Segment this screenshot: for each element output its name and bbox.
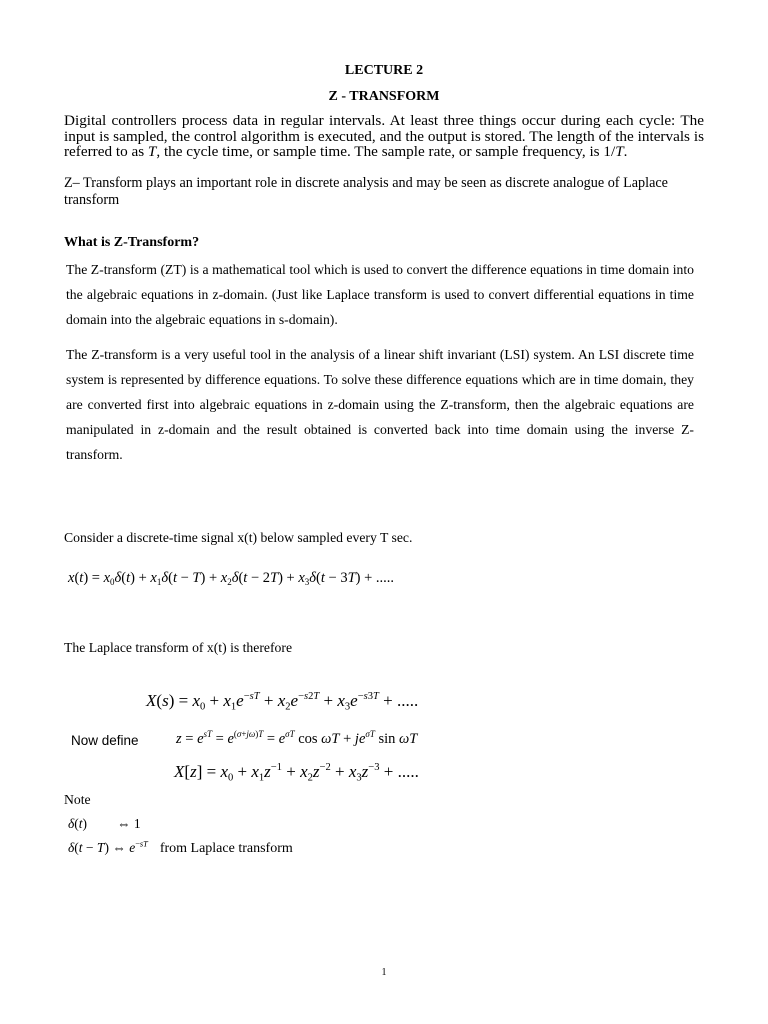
paragraph-zt-definition: The Z-transform (ZT) is a mathematical tool which is used to convert the difference equations in time domain into the algebraic equations in z-domain. (Just like Laplace transform is used to convert differential equations in time domain into the algebraic equations in s-domain). <box>66 262 694 327</box>
paragraph-zt-lsi: The Z-transform is a very useful tool in the analysis of a linear shift invariant (LSI) system. An LSI discrete time system is represented by difference equations. To solve these difference equations which are in time domain, they are converted first into algebraic equations in z-domain using the Z-transform, then the algebraic equations are manipulated in z-domain and the result obtained is converted back into time domain using the inverse Z-transform. <box>66 347 694 462</box>
topic-title: Z - TRANSFORM <box>328 89 440 104</box>
consider-text: Consider a discrete-time signal x(t) below sampled every T sec. <box>64 530 413 545</box>
note-pair-delta: δ(t) ⇔ 1 <box>68 816 141 831</box>
now-define-label: Now define <box>71 733 139 748</box>
intro-z-transform-note: Z– Transform plays an important role in discrete analysis and may be seen as discrete analogue of Laplace transform <box>64 175 668 208</box>
note-label: Note <box>64 792 91 807</box>
note-pair-shifted-delta: δ(t − T) ⇔ $e^{-sT}$ from Laplace transform <box>68 839 293 856</box>
equation-sampled-signal: $x(t) = x_0\delta(t) + x_1\delta(t - T) + x_2\delta(t - 2T) + x_3\delta(t - 3T)$ + ..... <box>68 570 395 588</box>
intro-paragraph: Digital controllers process data in regular intervals. At least three things occur during each cycle: The input is sampled, the control algorithm is executed, and the output is stored. The length of the intervals is referred to as T, the cycle time, or sample time. The sample rate, or sample frequency, is 1/T. <box>64 112 704 160</box>
laplace-text: The Laplace transform of x(t) is therefore <box>64 640 293 655</box>
equation-z-transform: $X[z] = x_0 + x_1z^{-1} + x_2z^{-2} + x_3z^{-3}$ + ..... <box>174 762 419 784</box>
equation-laplace: $X(s) = x_0 + x_1e^{-sT} + x_2e^{-s2T} + x_3e^{-s3T}$ + ..... <box>146 691 419 713</box>
page-number: 1 <box>381 967 387 978</box>
lecture-title: LECTURE 2 <box>344 63 424 78</box>
equation-z-definition: $z = e^{sT} = e^{(\sigma+j\omega)T} = e^{\sigma T}$ $\cos \omega T + je^{\sigma T}$ sin ωT <box>176 729 418 747</box>
section-heading: What is Z-Transform? <box>64 235 200 250</box>
